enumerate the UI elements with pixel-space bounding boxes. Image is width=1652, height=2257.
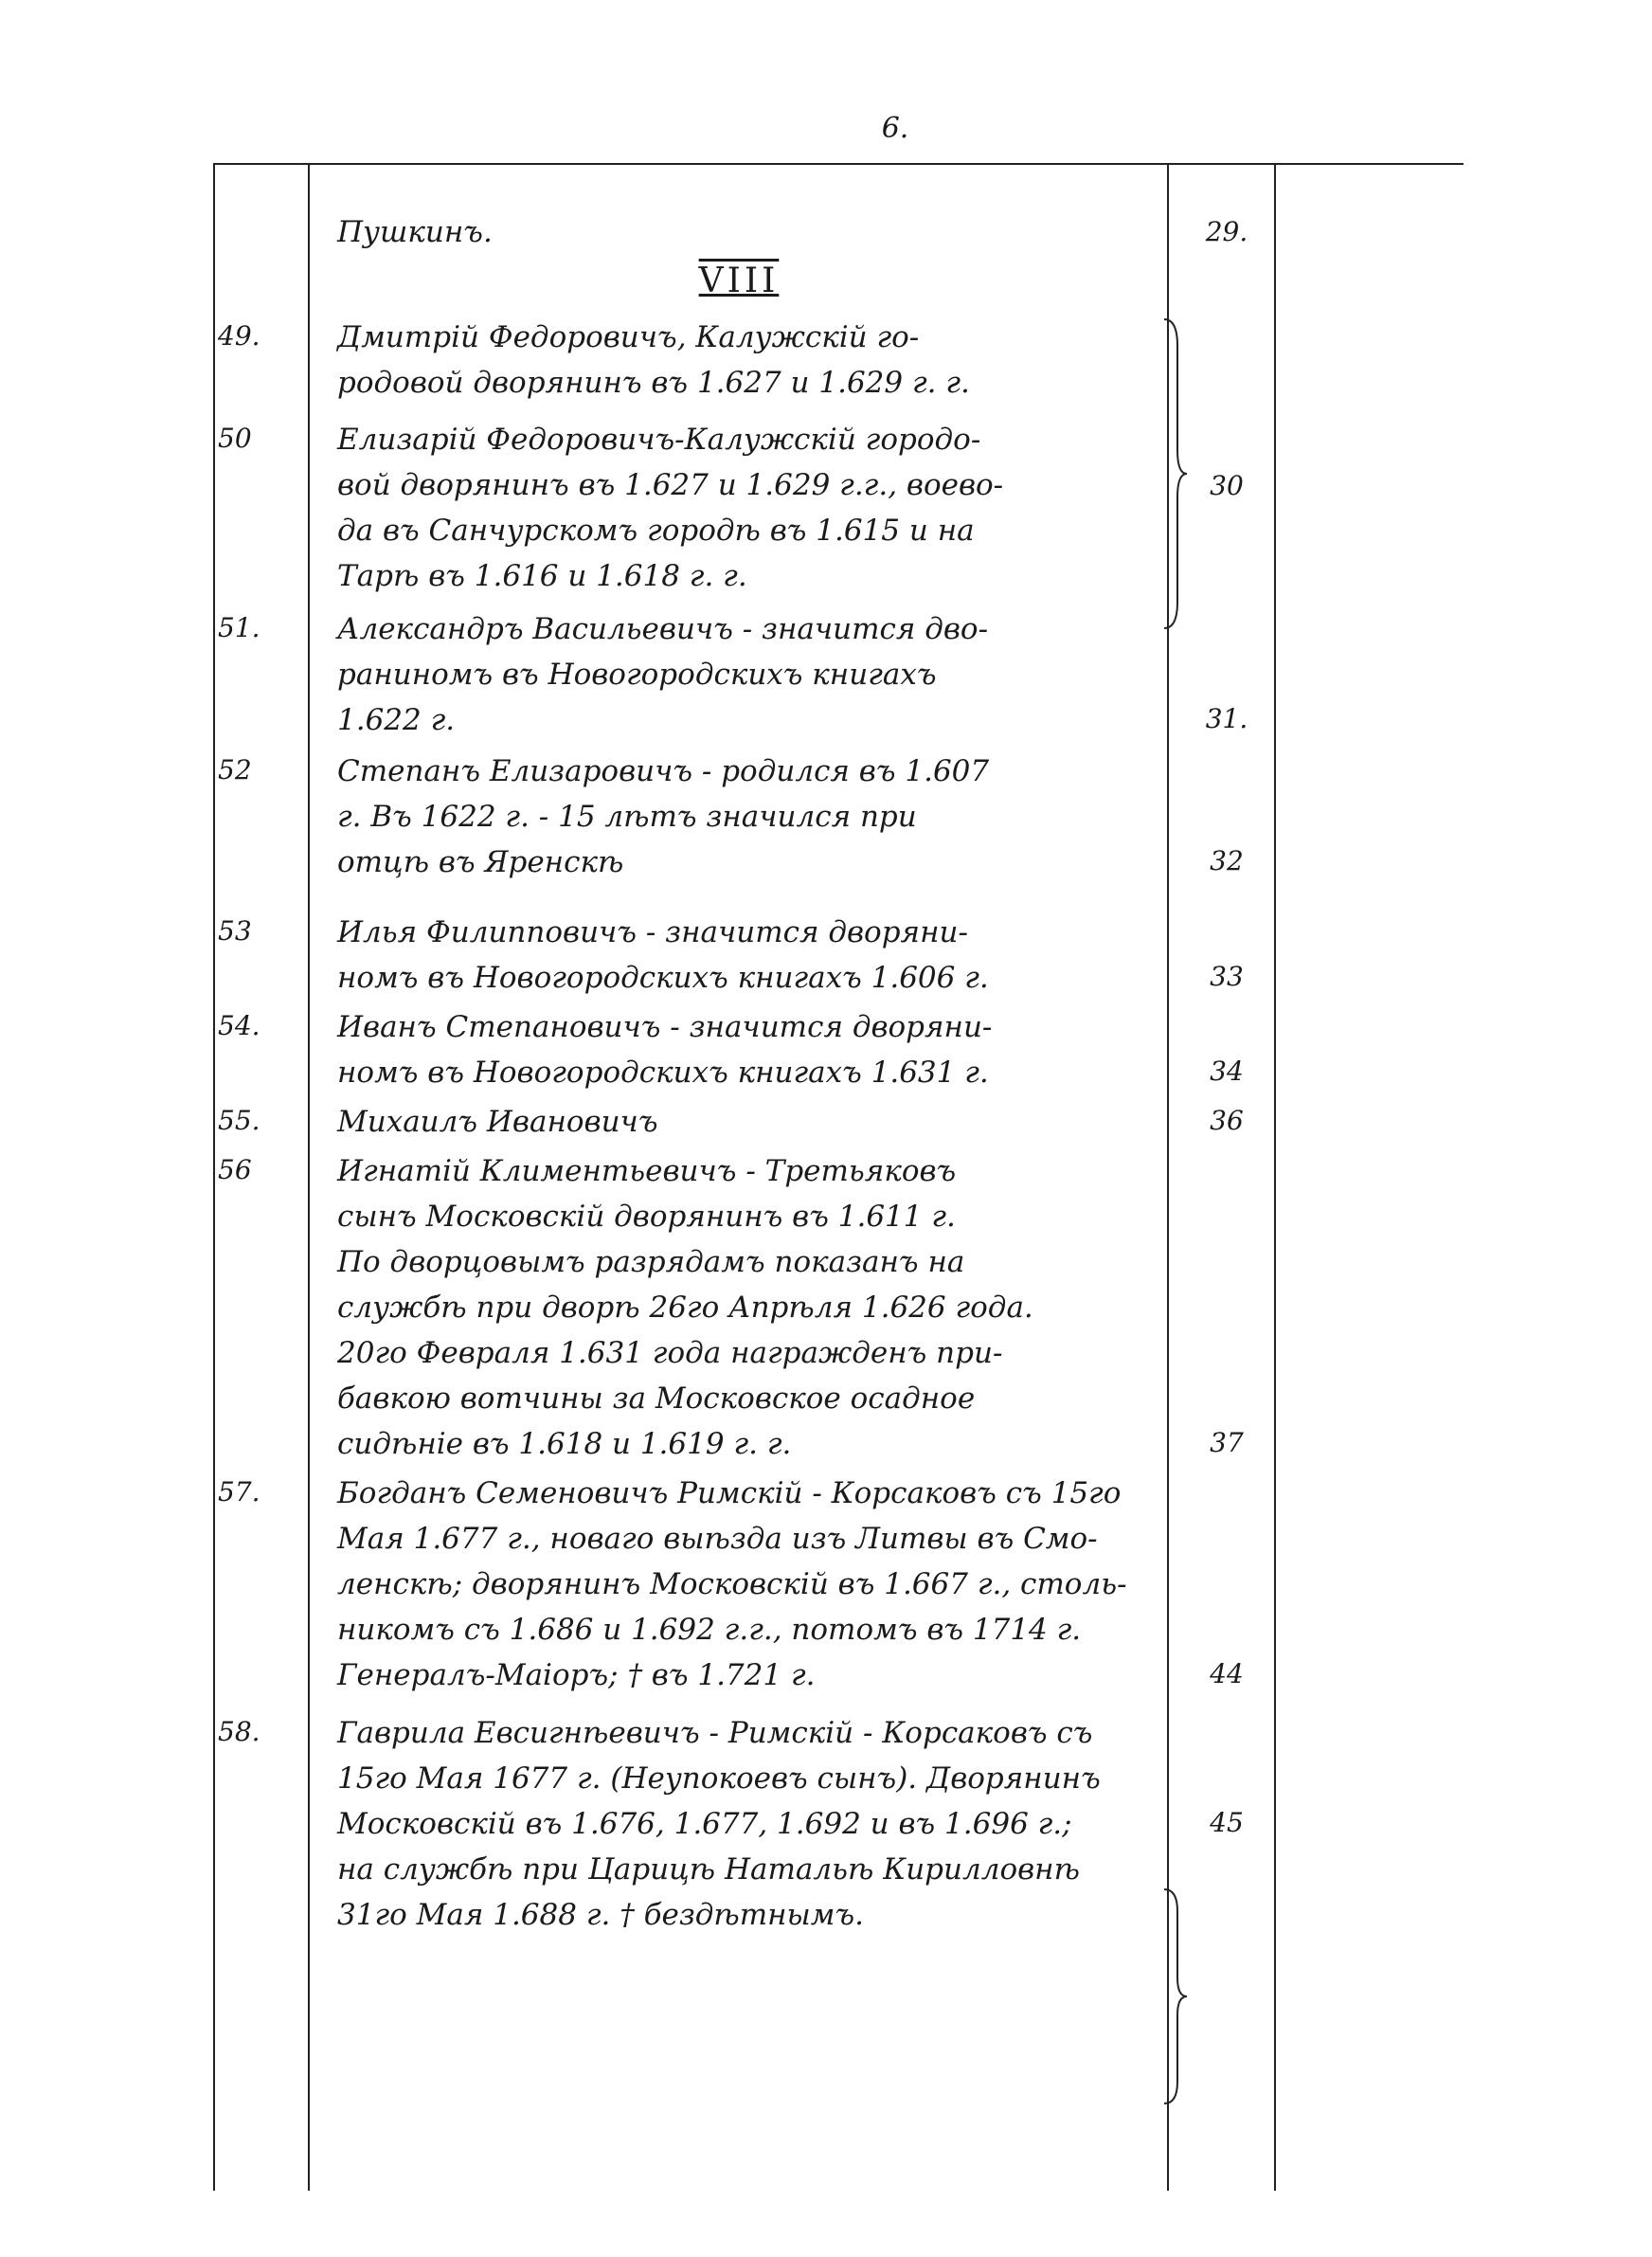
entry-text xyxy=(337,315,1152,406)
entry-line: сынъ Московскій дворянинъ въ 1.611 г. xyxy=(337,1200,956,1234)
entry-number: 50 xyxy=(218,423,252,454)
entry-number: 56 xyxy=(218,1154,252,1185)
entry-line: раниномъ въ Новогородскихъ книгахъ xyxy=(337,658,937,692)
entry-page: 36 xyxy=(1210,1105,1244,1136)
entry-line: Гаврила Евсигнѣевичъ - Римскій - Корсаковъ съ xyxy=(337,1716,1093,1750)
entry-text xyxy=(337,1004,1152,1095)
entry-line: 31го Мая 1.688 г. † бездѣтнымъ. xyxy=(337,1898,865,1932)
entry-number: 58. xyxy=(218,1716,260,1747)
entry-line: на службѣ при Царицѣ Натальѣ Кирилловнѣ xyxy=(337,1852,1080,1887)
entry-line: да въ Санчурскомъ городѣ въ 1.615 и на xyxy=(337,514,975,548)
entry-line: Степанъ Елизаровичъ - родился въ 1.607 xyxy=(337,754,990,788)
entry-line: Генералъ-Маіоръ; † въ 1.721 г. xyxy=(337,1658,816,1692)
entry-text xyxy=(337,1710,1152,1938)
entry-number: 55. xyxy=(218,1105,260,1136)
entry-line: Илья Филипповичъ - значится дворяни- xyxy=(337,915,968,949)
entry-line: 20го Февраля 1.631 года награжденъ при- xyxy=(337,1336,1003,1370)
entry-page: 32 xyxy=(1210,845,1244,876)
entry-line: Иванъ Степановичъ - значится дворяни- xyxy=(337,1010,993,1044)
entry-number: 51. xyxy=(218,612,260,643)
entry-line: Богданъ Семеновичъ Римскій - Корсаковъ съ 15го xyxy=(337,1476,1122,1510)
entry-number: 52 xyxy=(218,754,252,785)
entry-page: 45 xyxy=(1210,1807,1244,1838)
entry-text xyxy=(337,1148,1152,1467)
entry-page: 37 xyxy=(1210,1427,1244,1458)
header-page: 29. xyxy=(1205,216,1248,247)
entry-number: 54. xyxy=(218,1010,260,1041)
entry-text xyxy=(337,1099,1152,1145)
entry-page: 34 xyxy=(1210,1056,1244,1087)
entry-line: г. Въ 1622 г. - 15 лѣтъ значился при xyxy=(337,800,917,834)
entry-line: По дворцовымъ разрядамъ показанъ на xyxy=(337,1245,965,1279)
section-label: VIII xyxy=(698,262,780,300)
entry-page: 31. xyxy=(1205,703,1248,734)
entry-line: отцѣ въ Яренскѣ xyxy=(337,845,624,879)
entry-line: Игнатій Климентьевичъ - Третьяковъ xyxy=(337,1154,957,1188)
entry-number: 53 xyxy=(218,915,252,947)
entry-text xyxy=(337,606,1152,743)
entry-text xyxy=(337,749,1152,885)
entry-line: 15го Мая 1677 г. (Неупокоевъ сынъ). Дворянинъ xyxy=(337,1761,1101,1796)
entry-line: Александръ Васильевичъ - значится дво- xyxy=(337,612,989,646)
entry-page: 33 xyxy=(1210,961,1244,992)
entry-page: 44 xyxy=(1210,1658,1244,1689)
header-text: Пушкинъ. xyxy=(337,215,493,249)
entry-line: родовой дворянинъ въ 1.627 и 1.629 г. г. xyxy=(337,366,970,400)
entry-line: ленскѣ; дворянинъ Московскій въ 1.667 г., столь- xyxy=(337,1567,1127,1601)
brace-page-49-50: 30 xyxy=(1210,470,1244,501)
entry-line: службѣ при дворѣ 26го Апрѣля 1.626 года. xyxy=(337,1291,1033,1325)
entry-text xyxy=(337,417,1152,599)
entry-line: сидѣніе въ 1.618 и 1.619 г. г. xyxy=(337,1427,792,1461)
entry-line: вой дворянинъ въ 1.627 и 1.629 г.г., воево- xyxy=(337,468,1004,502)
entry-line: Дмитрій Федоровичъ, Калужскій го- xyxy=(337,320,920,354)
entry-text xyxy=(337,910,1152,1001)
entry-line: никомъ съ 1.686 и 1.692 г.г., потомъ въ 1714 г. xyxy=(337,1613,1082,1647)
entry-line: Мая 1.677 г., новаго выѣзда изъ Литвы въ Смо- xyxy=(337,1522,1098,1556)
entry-line: Елизарій Федоровичъ-Калужскій городо- xyxy=(337,423,981,457)
entry-number: 49. xyxy=(218,320,260,352)
entry-text xyxy=(337,1471,1152,1698)
entry-number: 57. xyxy=(218,1476,260,1508)
entry-line: Московскій въ 1.676, 1.677, 1.692 и въ 1.696 г.; xyxy=(337,1807,1072,1841)
entry-line: Михаилъ Ивановичъ xyxy=(337,1105,658,1139)
entry-line: Тарѣ въ 1.616 и 1.618 г. г. xyxy=(337,559,747,593)
entry-line: 1.622 г. xyxy=(337,703,456,737)
page-number: 6. xyxy=(881,112,909,145)
entry-line: бавкою вотчины за Московское осадное xyxy=(337,1381,976,1416)
entry-line: номъ въ Новогородскихъ книгахъ 1.606 г. xyxy=(337,961,989,995)
entry-line: номъ въ Новогородскихъ книгахъ 1.631 г. xyxy=(337,1056,989,1090)
